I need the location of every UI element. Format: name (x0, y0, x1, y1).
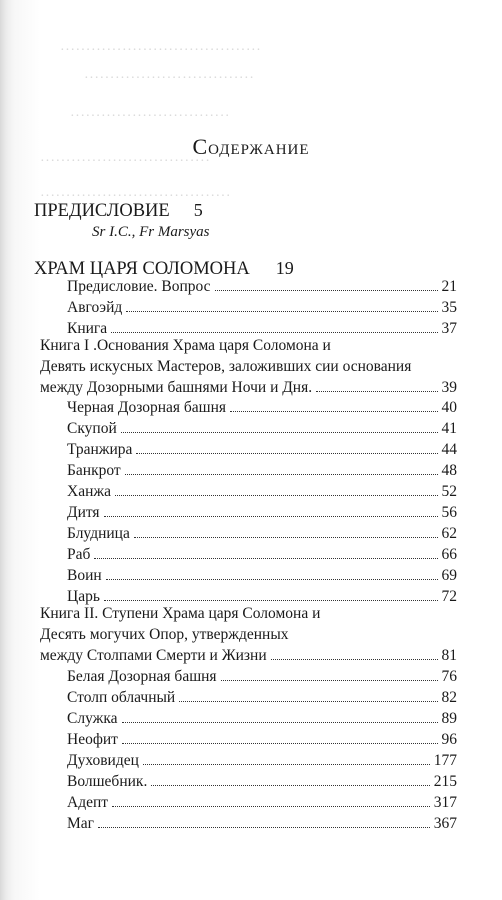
toc-entry-label: Дитя (67, 504, 100, 521)
toc-entry[interactable] (67, 565, 457, 586)
book2-heading-line1: Книга II. Ступени Храма царя Соломона и (40, 605, 321, 622)
leader-dots (122, 710, 438, 723)
leader-dots (136, 441, 437, 454)
section-temple-label: ХРАМ ЦАРЯ СОЛОМОНА (34, 259, 250, 279)
toc-entry[interactable] (67, 418, 457, 439)
leader-dots (104, 504, 438, 517)
toc-entry[interactable] (67, 813, 457, 834)
toc-entry-label: Служка (67, 710, 118, 727)
toc-entry[interactable] (67, 523, 457, 544)
leader-dots (179, 689, 437, 702)
leader-dots (121, 420, 438, 433)
toc-entry-page: 96 (441, 731, 457, 748)
leader-dots (215, 278, 438, 291)
toc-entry-label: Столп облачный (67, 689, 176, 706)
leader-dots (134, 525, 438, 538)
leader-dots (104, 588, 438, 601)
toc-entry[interactable] (67, 792, 457, 813)
leader-dots (122, 731, 438, 744)
toc-entry-label: Воин (67, 567, 102, 584)
toc-entry[interactable] (67, 439, 457, 460)
toc-entry[interactable] (67, 460, 457, 481)
preface-authors: Sr I.C., Fr Marsyas (92, 224, 210, 240)
toc-entry-page: 215 (433, 773, 457, 790)
toc-entry-label: Черная Дозорная башня (67, 399, 227, 416)
toc-entry-page: 317 (433, 794, 457, 811)
bleed-through-text: ······································· ································· ······························· ································· ····································· (40, 43, 262, 204)
toc-entry-label: между Столпами Смерти и Жизни (40, 647, 267, 664)
toc-entry-page: 82 (441, 689, 457, 706)
section-preface[interactable] (34, 200, 203, 222)
toc-entry-page: 69 (441, 567, 457, 584)
toc-entry-label: Духовидец (67, 752, 139, 769)
toc-entry[interactable] (67, 544, 457, 565)
toc-entry[interactable] (67, 687, 457, 708)
toc-entry-label: Транжира (67, 441, 133, 458)
toc-entry-label: Ханжа (67, 483, 111, 500)
leader-dots (126, 299, 437, 312)
toc-entry[interactable] (67, 276, 457, 297)
toc-entry-page: 62 (441, 525, 457, 542)
leader-dots (271, 647, 438, 660)
leader-dots (230, 399, 437, 412)
section-preface-label: ПРЕДИСЛОВИЕ (34, 201, 170, 221)
book1-heading-line2: Девять искусных Мастеров, заложивших сии основания (40, 358, 412, 375)
toc-entry-page: 35 (441, 299, 457, 316)
toc-entry-label: Маг (67, 815, 95, 832)
toc-entry-label: Неофит (67, 731, 118, 748)
toc-entry[interactable] (67, 397, 457, 418)
leader-dots (94, 546, 437, 559)
toc-entry-label: Банкрот (67, 462, 121, 479)
toc-entry-page: 39 (441, 379, 457, 396)
toc-entry-label: Книга (67, 320, 108, 337)
toc-entry-page: 52 (441, 483, 457, 500)
toc-entry-page: 76 (441, 668, 457, 685)
leader-dots (98, 815, 430, 828)
book1-heading-entry[interactable] (40, 377, 457, 398)
toc-entry-label: Скупой (67, 420, 117, 437)
toc-entry-label: Адепт (67, 794, 109, 811)
book1-heading-line1: Книга I .Основания Храма царя Соломона и (40, 337, 331, 354)
leader-dots (112, 794, 430, 807)
toc-entry[interactable] (67, 502, 457, 523)
section-temple-page: 19 (275, 258, 294, 278)
toc-entry-page: 66 (441, 546, 457, 563)
toc-entry-label: Волшебник. (67, 773, 148, 790)
toc-entry-label: Белая Дозорная башня (67, 668, 217, 685)
toc-entry[interactable] (67, 771, 457, 792)
leader-dots (125, 462, 438, 475)
toc-entry-page: 40 (441, 399, 457, 416)
book2-heading-line2: Десять могучих Опор, утвержденных (40, 626, 289, 643)
toc-entry-label: Авгоэйд (67, 299, 123, 316)
toc-entry[interactable] (67, 750, 457, 771)
toc-entry-page: 48 (441, 462, 457, 479)
toc-entry-page: 177 (433, 752, 457, 769)
toc-entry[interactable] (67, 666, 457, 687)
toc-entry[interactable] (67, 729, 457, 750)
leader-dots (106, 567, 438, 580)
toc-entry-page: 367 (433, 815, 457, 832)
toc-entry-page: 21 (441, 278, 457, 295)
toc-entry-page: 81 (441, 647, 457, 664)
toc-entry-page: 41 (441, 420, 457, 437)
book2-heading-entry[interactable] (40, 645, 457, 666)
leader-dots (316, 379, 437, 392)
toc-entry-label: между Дозорными башнями Ночи и Дня. (40, 379, 313, 396)
section-preface-page: 5 (193, 200, 203, 220)
toc-entry-page: 72 (441, 588, 457, 605)
toc-entry-page: 37 (441, 320, 457, 337)
leader-dots (221, 668, 438, 681)
toc-entry-page: 89 (441, 710, 457, 727)
toc-entry-page: 44 (441, 441, 457, 458)
toc-entry-label: Царь (67, 588, 100, 605)
toc-entry-page: 56 (441, 504, 457, 521)
page-title: Содержание (192, 134, 310, 159)
leader-dots (151, 773, 429, 786)
toc-entry[interactable] (67, 708, 457, 729)
leader-dots (143, 752, 430, 765)
toc-entry-label: Раб (67, 546, 91, 563)
toc-entry[interactable] (67, 481, 457, 502)
toc-entry-label: Предисловие. Вопрос (67, 278, 211, 295)
toc-entry-label: Блудница (67, 525, 130, 542)
toc-entry[interactable] (67, 297, 457, 318)
leader-dots (115, 483, 438, 496)
leader-dots (111, 320, 437, 333)
